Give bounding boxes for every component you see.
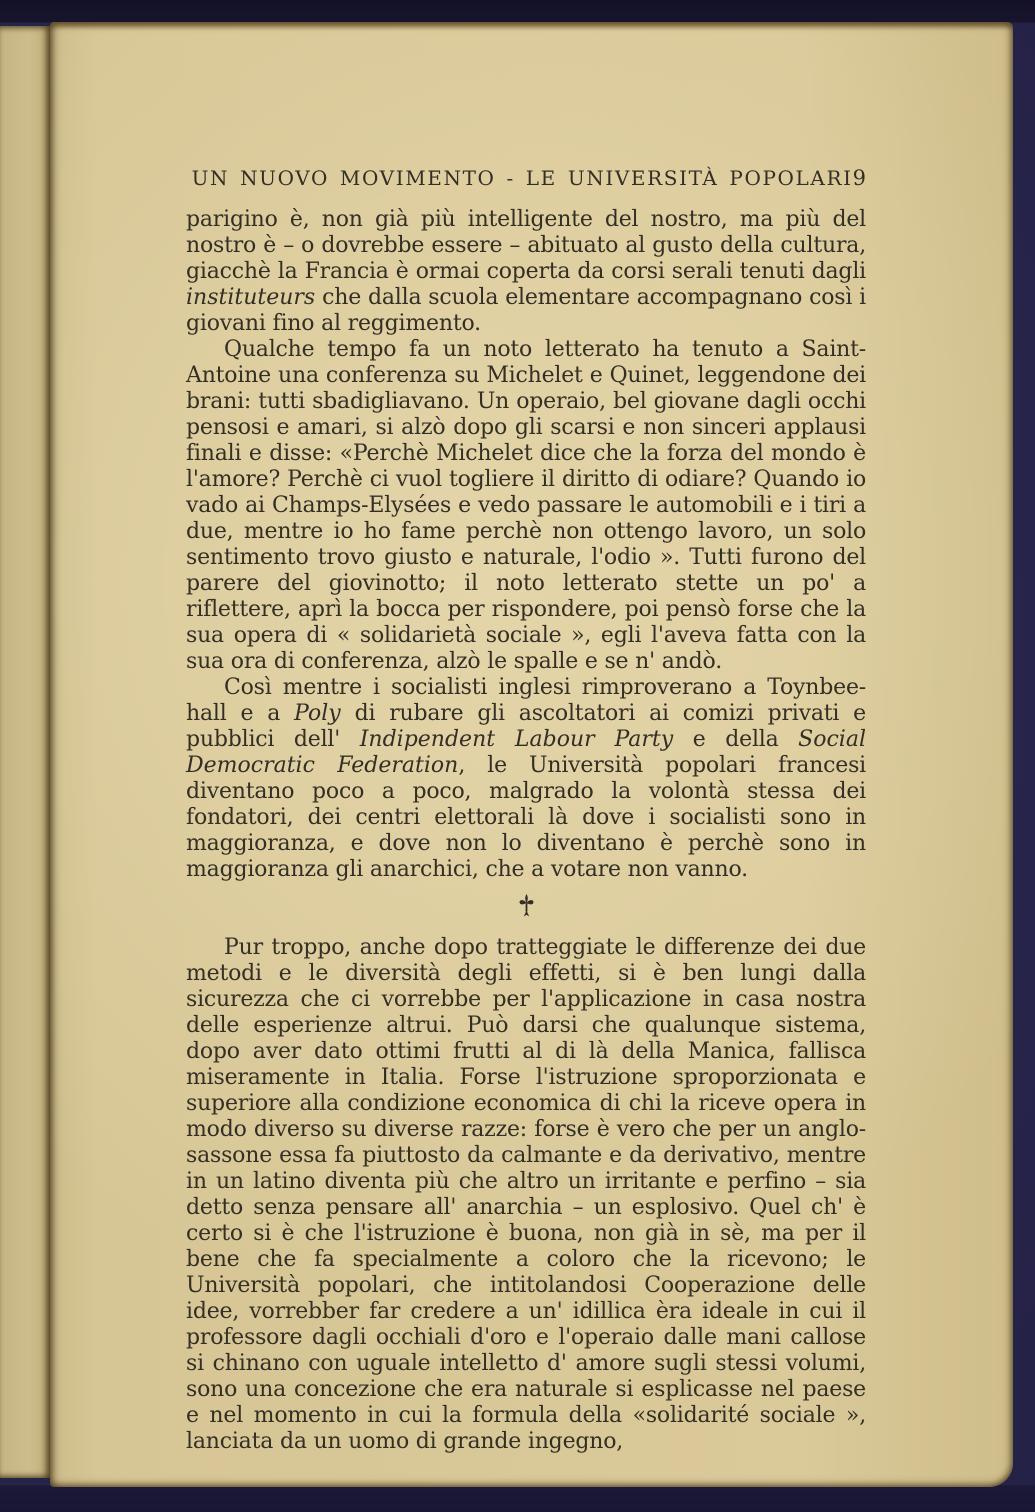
fleuron-icon: [518, 894, 535, 920]
paragraph: [186, 207, 866, 337]
text-run: Qualche tempo fa un noto letterato ha tenuto a Saint-Antoine una conferenza su Michelet e Quinet, leggendone dei brani: tutti sbadigliavano. Un operaio, bel giovane dagli occhi pensosi e amari, si alzò dopo gli scarsi e non sinceri applausi finali e disse: «Perchè Michelet dice che la forza del mondo è l'amore? Perchè ci vuol togliere il diritto di odiare? Quando io vado ai Champs-Elysées e vedo passare le automobili e i tiri a due, mentre io ho fame perchè non ottengo lavoro, un solo sentimento trovo giusto e naturale, l'odio ». Tutti furono del parere del giovinotto; il noto letterato stette un po' a riflettere, aprì la bocca per rispondere, poi pensò forse che la sua opera di « solidarietà sociale », egli l'aveva fatta con la sua ora di conferenza, alzò le spalle e se n' andò.: [186, 337, 866, 674]
text-run: , le Università popolari francesi diventano poco a poco, malgrado la volontà stessa dei fondatori, dei centri elettorali là dove i socialisti sono in maggioranza, e dove non lo diventano è perchè sono in maggioranza gli anarchici, che a votare non vanno.: [186, 753, 866, 882]
adjacent-page-edge: [0, 26, 50, 1478]
body-text: [186, 207, 866, 1455]
text-run: parigino è, non già più intelligente del nostro, ma più del nostro è – o dovrebbe essere – abituato al gusto della cultura, giacchè la Francia è ormai coperta da corsi serali tenuti dagli: [186, 207, 866, 284]
page-content: [186, 165, 866, 1455]
section-divider-fleuron: [186, 894, 866, 922]
page-header-title: UN NUOVO MOVIMENTO - LE UNIVERSITÀ POPOLARI: [191, 166, 853, 190]
paragraph: [186, 337, 866, 675]
text-run: di rubare gli ascoltatori ai comizi privati e pubblici dell': [186, 701, 866, 752]
paragraph: [186, 935, 866, 1455]
text-run: che dalla scuola elementare accompagnano così i giovani fino al reggimento.: [186, 285, 866, 336]
text-run: Pur troppo, anche dopo tratteggiate le differenze dei due metodi e le diversità degli effetti, si è ben lungi dalla sicurezza che ci vorrebbe per l'applicazione in casa nostra delle esperienze altrui. Può darsi che qualunque sistema, dopo aver dato ottimi frutti al di là della Manica, fallisca miseramente in Italia. Forse l'istruzione sproporzionata e superiore alla condizione economica di chi la riceve opera in modo diverso su diverse razze: forse è vero che per un anglo-sassone essa fa piuttosto da calmante e da derivativo, mentre in un latino diventa più che altro un irritante e perfino – sia detto senza pensare all' anarchia – un esplosivo. Quel ch' è certo si è che l'istruzione è buona, non già in sè, ma per il bene che fa specialmente a coloro che la ricevono; le Università popolari, che intitolandosi Cooperazione delle idee, vorrebber far credere a un' idillica èra ideale in cui il professore dagli occhiali d'oro e l'operaio dalle mani callose si chinano con uguale intelletto d' amore sugli stessi volumi, sono una concezione che era naturale si esplicasse nel paese e nel momento in cui la formula della «solidarité sociale », lanciata da un uomo di grande ingegno,: [186, 935, 866, 1454]
page-number: 9: [852, 166, 866, 190]
italic-text-run: Social Democratic Federation: [186, 727, 866, 778]
page-top-deckle-edge: [50, 22, 1013, 31]
italic-text-run: Poly: [294, 701, 341, 726]
text-run: e della: [673, 727, 799, 752]
running-header: [186, 165, 866, 191]
italic-text-run: Indipendent Labour Party: [359, 727, 674, 752]
italic-text-run: instituteurs: [186, 285, 316, 310]
text-run: Così mentre i socialisti inglesi rimproverano a Toynbee-hall e a: [186, 675, 866, 726]
book-page: [50, 22, 1013, 1487]
paragraph: [186, 675, 866, 883]
